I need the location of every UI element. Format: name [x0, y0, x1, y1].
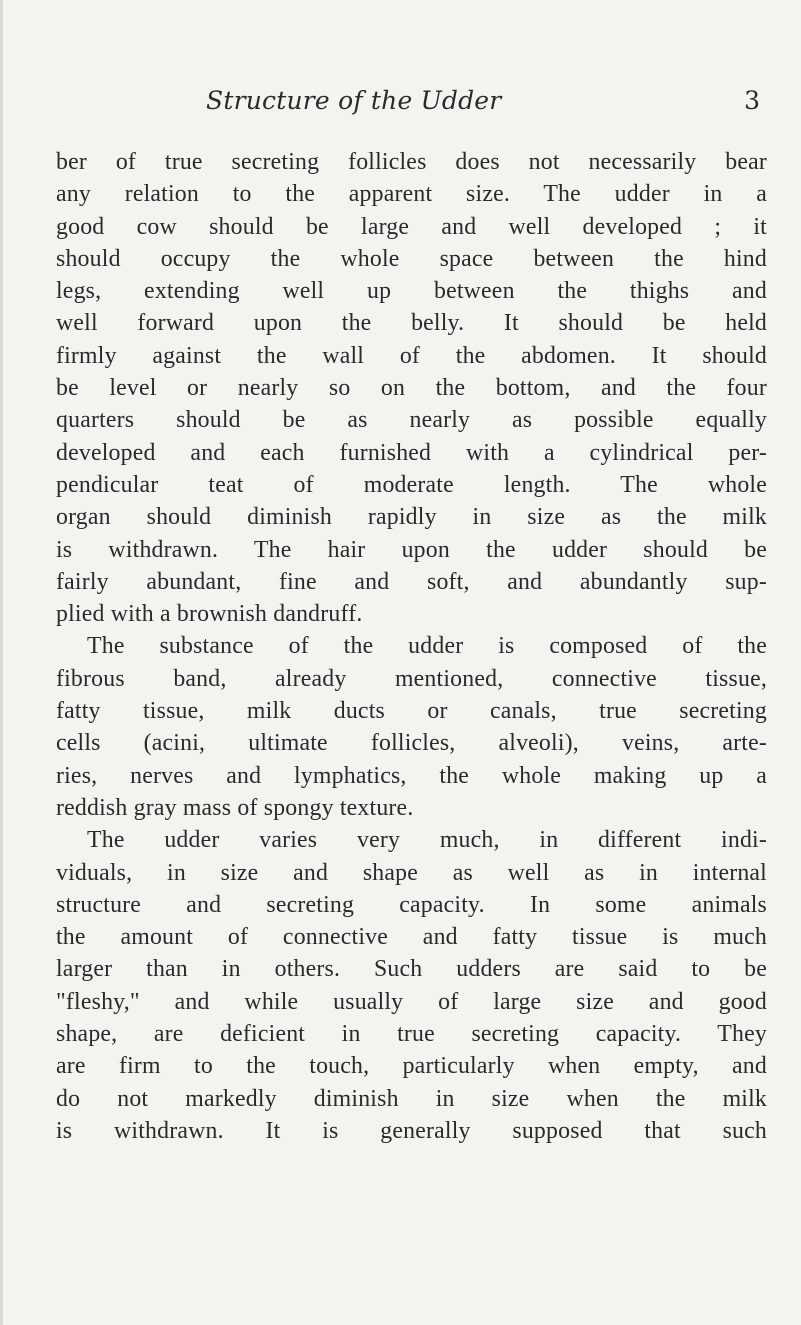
text-line: shape, are deficient in true secreting capacity. They [56, 1021, 767, 1048]
text-line: any relation to the apparent size. The udder in a [56, 181, 767, 208]
text-line: quarters should be as nearly as possible equally [56, 407, 767, 434]
text-line: good cow should be large and well developed ; it [56, 213, 767, 240]
page-edge [0, 0, 3, 1325]
text-line: ber of true secreting follicles does not necessarily bear [56, 149, 767, 175]
text-line: is withdrawn. The hair upon the udder should be [56, 536, 767, 563]
text-line: organ should diminish rapidly in size as the milk [56, 504, 767, 531]
text-line: reddish gray mass of spongy texture. [56, 794, 414, 821]
text-line: do not markedly diminish in size when the milk [56, 1085, 767, 1112]
text-line: ries, nerves and lymphatics, the whole making up a [56, 762, 767, 789]
running-head [140, 86, 760, 126]
text-line: fatty tissue, milk ducts or canals, true secreting [56, 698, 767, 725]
text-line: cells (acini, ultimate follicles, alveoli), veins, arte- [56, 730, 767, 757]
text-line: are firm to the touch, particularly when empty, and [56, 1053, 767, 1080]
text-line: pendicular teat of moderate length. The whole [56, 471, 767, 498]
text-line: the amount of connective and fatty tissue is much [56, 924, 767, 951]
text-line: fairly abundant, fine and soft, and abundantly sup- [56, 568, 767, 595]
text-line: legs, extending well up between the thighs and [56, 278, 767, 305]
text-line: viduals, in size and shape as well as in internal [56, 859, 767, 886]
text-line: is withdrawn. It is generally supposed that such [56, 1117, 767, 1144]
text-line: be level or nearly so on the bottom, and the four [56, 375, 767, 402]
text-line: plied with a brownish dandruff. [56, 601, 363, 628]
text-line: should occupy the whole space between the hind [56, 245, 767, 272]
text-line: The substance of the udder is composed of the [87, 633, 767, 660]
paragraph-3 [56, 824, 767, 1147]
text-line: fibrous band, already mentioned, connective tissue, [56, 665, 767, 692]
text-line: firmly against the wall of the abdomen. It should [56, 342, 767, 369]
paragraph-1 [56, 146, 767, 630]
text-line: developed and each furnished with a cylindrical per- [56, 439, 767, 466]
paragraph-2 [56, 630, 767, 824]
text-line: structure and secreting capacity. In some animals [56, 891, 767, 918]
text-line: "fleshy," and while usually of large size and good [56, 988, 767, 1015]
body-text [56, 146, 767, 1147]
text-line: The udder varies very much, in different indi- [87, 827, 767, 854]
text-line: larger than in others. Such udders are said to be [56, 956, 767, 983]
running-title: Structure of the Udder [206, 86, 502, 115]
page-number: 3 [744, 86, 760, 115]
text-line: well forward upon the belly. It should be held [56, 310, 767, 337]
